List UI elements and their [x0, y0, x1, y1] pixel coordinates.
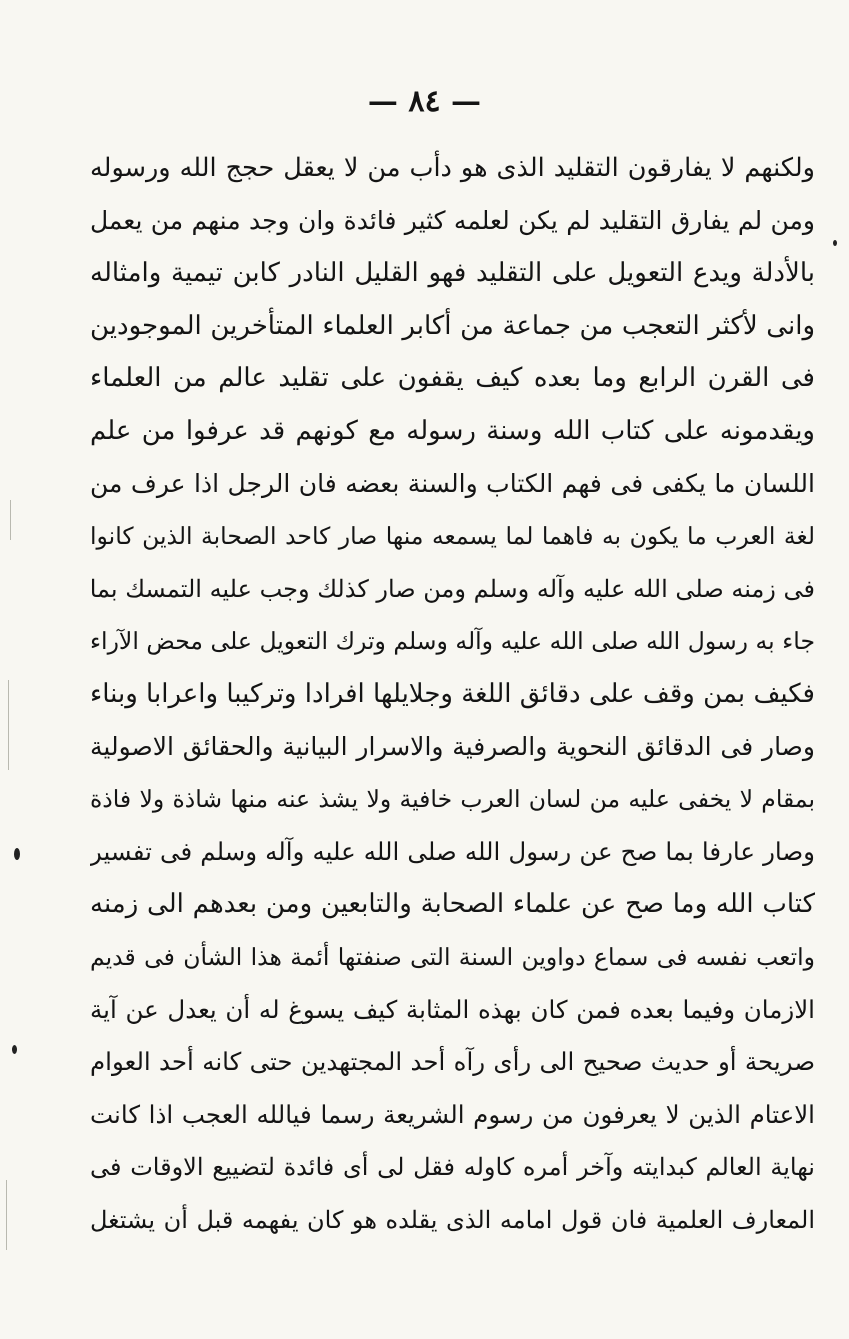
text-line: فكيف بمن وقف على دقائق اللغة وجلايلها افرادا وتركيبا واعرابا وبناء	[90, 678, 815, 709]
text-line: نهاية العالم كبدايته وآخر أمره كاوله فقل لى أى فائدة لتضييع الاوقات فى	[90, 1153, 815, 1182]
text-line: وصار عارفا بما صح عن رسول الله صلى الله عليه وآله وسلم فى تفسير	[90, 836, 815, 866]
arabic-text-body	[90, 142, 815, 1246]
scan-speck	[833, 240, 837, 246]
text-line: الازمان وفيما بعده فمن كان بهذه المثابة كيف يسوغ له أن يعدل عن آية	[90, 994, 815, 1024]
text-line: وانى لأكثر التعجب من جماعة من أكابر العلماء المتأخرين الموجودين	[90, 310, 815, 341]
text-line: ومن لم يفارق التقليد لم يكن لعلمه كثير فائدة وان وجد منهم من يعمل	[90, 205, 815, 235]
page-edge-mark	[10, 500, 11, 540]
text-line: اللسان ما يكفى فى فهم الكتاب والسنة بعضه فان الرجل اذا عرف من	[90, 468, 815, 498]
text-line: وصار فى الدقائق النحوية والصرفية والاسرار البيانية والحقائق الاصولية	[90, 731, 815, 761]
text-line: كتاب الله وما صح عن علماء الصحابة والتابعين ومن بعدهم الى زمنه	[90, 889, 815, 920]
text-line: فى القرن الرابع وما بعده كيف يقفون على تقليد عالم من العلماء	[90, 363, 815, 394]
text-line: واتعب نفسه فى سماع دواوين السنة التى صنفتها أئمة هذا الشأن فى قديم	[90, 942, 815, 971]
page-number: — ٨٤ —	[367, 84, 482, 119]
text-line: لغة العرب ما يكون به فاهما لما يسمعه منها صار كاحد الصحابة الذين كانوا	[90, 522, 815, 551]
text-line: المعارف العلمية فان قول امامه الذى يقلده هو كان يفهمه قبل أن يشتغل	[90, 1205, 815, 1234]
text-line: الاعتام الذين لا يعرفون من رسوم الشريعة رسما فيالله العجب اذا كانت	[90, 1099, 815, 1129]
text-line: ويقدمونه على كتاب الله وسنة رسوله مع كونهم قد عرفوا من علم	[90, 415, 815, 446]
scan-speck	[12, 1045, 17, 1054]
text-line: بمقام لا يخفى عليه من لسان العرب خافية ولا يشذ عنه منها شاذة ولا فاذة	[90, 785, 815, 814]
text-line: ولكنهم لا يفارقون التقليد الذى هو دأب من لا يعقل حجج الله ورسوله	[90, 153, 815, 183]
scan-speck	[14, 848, 20, 860]
text-line: جاء به رسول الله صلى الله عليه وآله وسلم وترك التعويل على محض الآراء	[90, 627, 815, 656]
text-line: فى زمنه صلى الله عليه وآله وسلم ومن صار كذلك وجب عليه التمسك بما	[90, 574, 815, 603]
text-line: صريحة أو حديث صحيح الى رأى رآه أحد المجتهدين حتى كانه أحد العوام	[90, 1047, 815, 1077]
text-line: بالأدلة ويدع التعويل على التقليد فهو القليل النادر كابن تيمية وامثاله	[90, 258, 815, 289]
page-edge-mark	[6, 1180, 7, 1250]
page-edge-mark	[8, 680, 9, 770]
